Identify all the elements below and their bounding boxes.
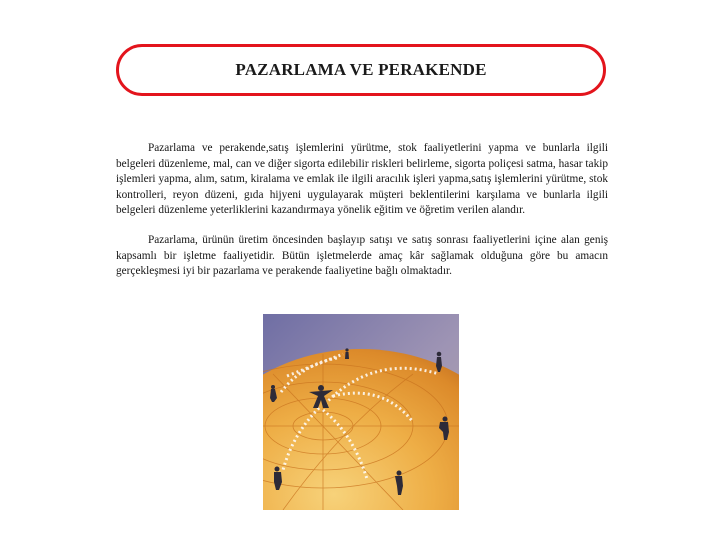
page-title: PAZARLAMA VE PERAKENDE — [235, 60, 487, 79]
globe-illustration — [263, 314, 459, 510]
body-text — [116, 141, 608, 280]
title-banner — [116, 44, 606, 96]
globe-people-icon — [263, 314, 459, 510]
paragraph-2: Pazarlama, ürünün üretim öncesinden başlayıp satışı ve satış sonrası faaliyetlerini içine alan geniş kapsamlı bir işletme faaliyetidir. Bütün işletmelerde amaç kâr sağlamak olduğuna göre bu amacın gerçekleşmesi iyi bir pazarlama ve perakende faaliyetine bağlı olmaktadır. — [116, 233, 608, 278]
paragraph-1: Pazarlama ve perakende,satış işlemlerini yürütme, stok faaliyetlerini yapma ve bunlarla ilgili belgeleri düzenleme, mal, can ve diğer sigorta edilebilir riskleri belirleme, sigorta poliçesi satma, hasar takip işlemleri yapma, alım, satım, kiralama ve emlak ile ilgili aracılık işleri yapma,satış işlemlerini yürütme, stok kontrolleri, reyon düzeni, gıda hijyeni uygulayarak müşteri beklentilerini karşılama ve bunlarla ilgili belgeleri düzenleme yeterliklerini kazandırmaya yönelik eğitim ve öğretim verilen alandır. — [116, 142, 608, 217]
